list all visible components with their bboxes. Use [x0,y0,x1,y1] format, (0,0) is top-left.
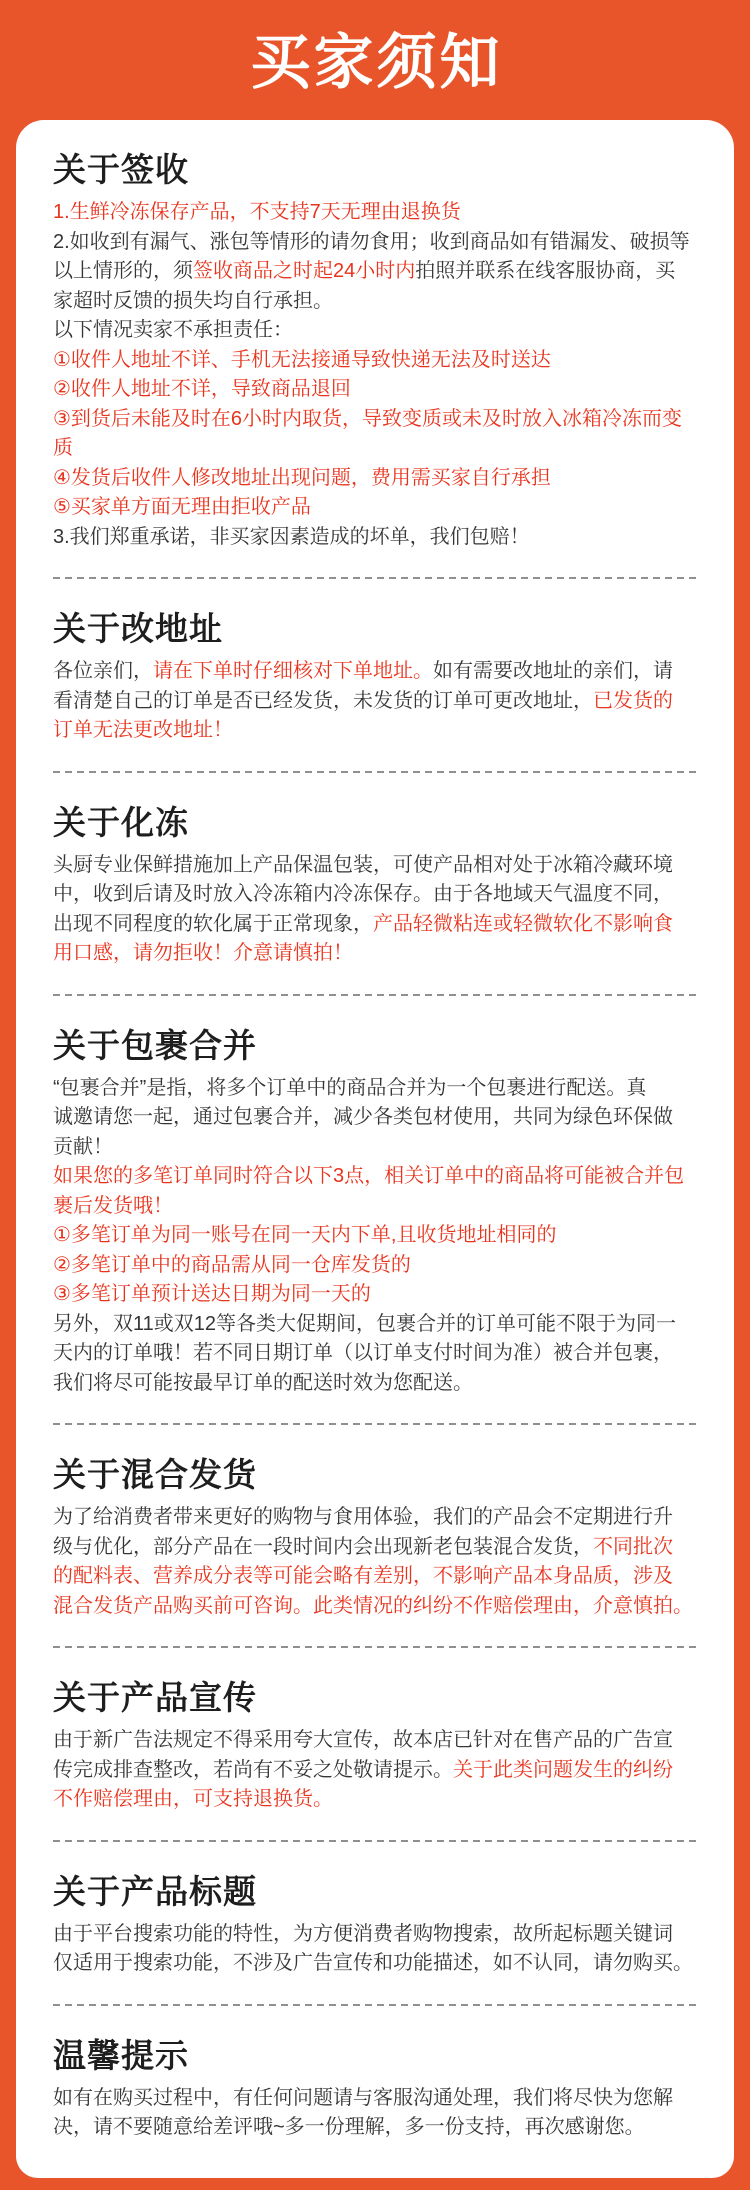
notice-line [53,1592,714,1622]
notice-line [53,1949,714,1979]
body-text: “包裹合并”是指，将多个订单中的商品合并为一个包裹进行配送。真 [53,1076,647,1099]
notice-line [53,316,714,346]
page-header [0,0,750,120]
notice-line [53,434,714,464]
highlight-text: 关于此类问题发生的纠纷 [453,1758,673,1781]
body-text: 级与优化，部分产品在一段时间内会出现新老包装混合发货， [53,1535,593,1558]
notice-line [53,1162,714,1192]
notice-line [53,523,714,553]
notice-card [16,120,734,2178]
notice-line [53,657,714,687]
highlight-text: 混合发货产品购买前可咨询。此类情况的纠纷不作赔偿理由，介意慎拍。 [53,1594,693,1617]
notice-line [53,405,714,435]
section-friendly-tips [53,2006,714,2168]
highlight-text: 裹后发货哦！ [53,1194,173,1217]
highlight-text: 产品轻微粘连或轻微软化不影响食 [373,912,673,935]
section-title: 关于改地址 [53,610,223,647]
notice-line [53,464,714,494]
section-body [53,1074,714,1399]
section-mixed-shipping [53,1425,714,1646]
notice-line [53,1339,714,1369]
section-product-promotion [53,1648,714,1840]
body-text: 由于新广告法规定不得采用夸大宣传，故本店已针对在售产品的广告宣 [53,1729,673,1751]
notice-line [53,851,714,881]
section-body [53,657,714,746]
body-text: 3.我们郑重承诺，非买家因素造成的坏单，我们包赔！ [53,525,530,548]
section-title: 关于签收 [53,151,189,188]
notice-line [53,1310,714,1340]
section-title: 温馨提示 [53,2036,189,2074]
highlight-text: ⑤买家单方面无理由拒收产品 [53,496,311,518]
section-body [53,1503,714,1621]
notice-line [53,1074,714,1104]
body-text: 如有在购买过程中，有任何问题请与客服沟通处理，我们将尽快为您解 [53,2086,673,2109]
body-text: 出现不同程度的软化属于正常现象， [53,912,373,935]
notice-line [53,1785,714,1815]
highlight-text: ④发货后收件人修改地址出现问题，费用需买家自行承担 [53,466,551,489]
notice-line [53,1103,714,1133]
body-text: 另外，双11或双12等各类大促期间，包裹合并的订单可能不限于为同一 [53,1312,677,1335]
section-package-merge [53,996,714,1424]
notice-line [53,910,714,940]
section-title: 关于混合发货 [53,1456,257,1493]
highlight-text: 1.生鲜冷冻保存产品，不支持7天无理由退换货 [53,201,461,223]
body-text: 如有需要改地址的亲们，请 [433,660,673,682]
body-text: 2.如收到有漏气、涨包等情形的请勿食用；收到商品如有错漏发、破损等 [53,230,690,253]
highlight-text: ②收件人地址不详，导致商品退回 [53,378,351,400]
highlight-text: 的配料表、营养成分表等可能会略有差别，不影响产品本身品质，涉及 [53,1565,673,1587]
section-title: 关于包裹合并 [53,1026,257,1064]
notice-line [53,1133,714,1163]
highlight-text: ①收件人地址不详、手机无法接通导致快递无法及时送达 [53,348,551,371]
highlight-text: 不同批次 [593,1535,673,1558]
notice-line [53,375,714,405]
highlight-text: ②多笔订单中的商品需从同一仓库发货的 [53,1253,411,1276]
section-body [53,2084,714,2143]
highlight-text: ③到货后未能及时在6小时内取货，导致变质或未及时放入冰箱冷冻而变 [53,407,683,430]
highlight-text: 质 [53,437,73,459]
section-address-change [53,579,714,771]
highlight-text: ①多笔订单为同一账号在同一天内下单,且收货地址相同的 [53,1224,557,1246]
notice-line [53,1756,714,1786]
body-text: 决，请不要随意给差评哦~多一份理解，多一份支持，再次感谢您。 [53,2116,645,2138]
notice-line [53,1192,714,1222]
notice-line [53,1251,714,1281]
body-text: 拍照并联系在线客服协商，买 [415,260,676,282]
section-title: 关于化冻 [53,803,189,841]
notice-line [53,257,714,287]
section-body [53,1920,714,1979]
section-title: 关于产品标题 [53,1872,257,1910]
notice-line [53,228,714,258]
notice-line [53,493,714,523]
notice-line [53,880,714,910]
notice-line [53,1533,714,1563]
notice-line [53,287,714,317]
highlight-text: 不作赔偿理由，可支持退换货。 [53,1788,333,1810]
notice-line [53,1369,714,1399]
section-body [53,851,714,969]
body-text: 贡献！ [53,1135,113,1158]
body-text: 中，收到后请及时放入冷冻箱内冷冻保存。由于各地域天气温度不同， [53,883,673,905]
notice-line [53,1726,714,1756]
body-text: 为了给消费者带来更好的购物与食用体验，我们的产品会不定期进行升 [53,1506,673,1528]
section-body [53,1726,714,1815]
notice-line [53,716,714,746]
highlight-text: 请在下单时仔细核对下单地址。 [153,660,433,682]
notice-line [53,1503,714,1533]
section-thawing [53,773,714,994]
notice-line [53,1562,714,1592]
highlight-text: 用口感，请勿拒收！介意请慎拍！ [53,942,353,964]
body-text: 以上情形的，须 [53,260,193,282]
notice-line [53,346,714,376]
body-text: 诚邀请您一起，通过包裹合并，减少各类包材使用，共同为绿色环保做 [53,1106,673,1128]
section-body [53,198,714,552]
notice-line [53,687,714,717]
notice-line [53,2084,714,2114]
highlight-text: 订单无法更改地址！ [53,719,233,741]
body-text: 头厨专业保鲜措施加上产品保温包装，可使产品相对处于冰箱冷藏环境 [53,853,673,876]
section-product-title [53,1842,714,2004]
body-text: 仅适用于搜索功能，不涉及广告宣传和功能描述，如不认同，请勿购买。 [53,1952,693,1974]
notice-line [53,2113,714,2143]
body-text: 我们将尽可能按最早订单的配送时效为您配送。 [53,1371,473,1394]
highlight-text: 签收商品之时起24小时内 [193,260,416,282]
body-text: 由于平台搜索功能的特性，为方便消费者购物搜索，故所起标题关键词 [53,1922,673,1945]
body-text: 传完成排查整改，若尚有不妥之处敬请提示。 [53,1758,453,1781]
body-text: 看清楚自己的订单是否已经发货，未发货的订单可更改地址， [53,689,593,712]
page-title: 买家须知 [250,29,503,96]
notice-line [53,939,714,969]
notice-line [53,1920,714,1950]
notice-line [53,1280,714,1310]
section-title: 关于产品宣传 [53,1679,257,1716]
highlight-text: 已发货的 [593,689,673,712]
highlight-text: 如果您的多笔订单同时符合以下3点，相关订单中的商品将可能被合并包 [53,1165,685,1187]
body-text: 天内的订单哦！若不同日期订单（以订单支付时间为准）被合并包裹， [53,1342,673,1364]
notice-line [53,1221,714,1251]
body-text: 以下情况卖家不承担责任： [53,319,293,341]
section-receipt [53,120,714,577]
notice-line [53,198,714,228]
body-text: 家超时反馈的损失均自行承担。 [53,289,333,312]
highlight-text: ③多笔订单预计送达日期为同一天的 [53,1283,371,1305]
body-text: 各位亲们， [53,660,153,682]
